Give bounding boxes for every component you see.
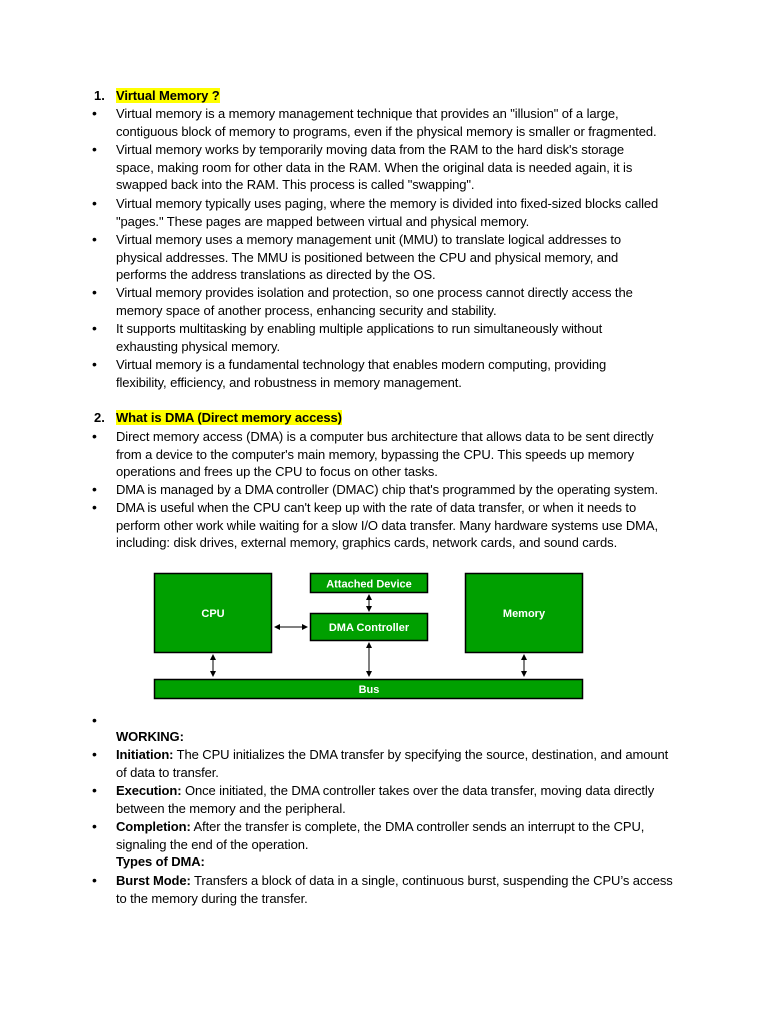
section-1-number: 1. (94, 88, 105, 103)
attached-device-label: Attached Device (326, 578, 412, 591)
bus-label: Bus (358, 684, 380, 696)
s1-b1-line2: contiguous block of memory to programs, even if the physical memory is smaller or fragmented. (116, 124, 657, 139)
working-item-1-label: Initiation: (116, 747, 174, 762)
s1-b4-line1: Virtual memory uses a memory management unit (MMU) to translate logical addresses to (116, 232, 622, 247)
s1-b7-line2: flexibility, efficiency, and robustness in memory management. (116, 374, 462, 390)
s1-b6-line1: It supports multitasking by enabling multiple applications to run simultaneously without (116, 321, 603, 336)
bullet-icon (92, 195, 97, 213)
s2-b2-line1: DMA is managed by a DMA controller (DMAC) chip that's programmed by the operating system. (116, 482, 658, 497)
bullet-icon (92, 320, 97, 338)
working-item-3-label: Completion: (116, 819, 191, 834)
bullet-icon (92, 712, 97, 730)
cpu-label: CPU (201, 608, 225, 620)
bullet-icon (92, 284, 97, 302)
bullet-icon (92, 141, 97, 159)
working-item-2-line2: between the memory and the peripheral. (116, 800, 346, 816)
bullet-icon (92, 782, 97, 800)
s1-b5-line1: Virtual memory provides isolation and protection, so one process cannot directly access the (116, 285, 633, 300)
working-item-1-line2: of data to transfer. (116, 764, 219, 780)
working-item-2 (116, 782, 654, 800)
s1-b3-line1: Virtual memory typically uses paging, where the memory is divided into fixed-sized blocks called (116, 196, 659, 211)
working-item-3-line2: signaling the end of the operation. (116, 836, 309, 852)
bullet-icon (92, 872, 97, 890)
s1-b7-line1: Virtual memory is a fundamental technology that enables modern computing, providing (116, 357, 607, 372)
type-item-1-text: Transfers a block of data in a single, continuous burst, suspending the CPU’s access (190, 873, 673, 888)
s1-b2-line1: Virtual memory works by temporarily moving data from the RAM to the hard disk's storage (116, 142, 624, 157)
s1-b2-line2: space, making room for other data in the RAM. When the original data is needed again, it is (116, 159, 633, 175)
s1-b4-line3: performs the address translations as directed by the OS. (116, 267, 436, 283)
type-item-1-line2: to the memory during the transfer. (116, 890, 308, 906)
bullet-icon (92, 499, 97, 517)
working-item-3 (116, 818, 644, 836)
s2-b1-line1: Direct memory access (DMA) is a computer bus architecture that allows data to be sent directly (116, 429, 654, 444)
bullet-icon (92, 481, 97, 499)
s1-b4-line2: physical addresses. The MMU is positioned between the CPU and physical memory, and (116, 249, 619, 265)
bullet-icon (92, 818, 97, 836)
s2-b3-line3: including: disk drives, external memory, graphics cards, network cards, and sound cards. (116, 535, 618, 551)
section-2-heading (116, 409, 342, 427)
s1-b1-line1: Virtual memory is a memory management technique that provides an "illusion" of a large, (116, 106, 619, 121)
type-item-1-label: Burst Mode: (116, 873, 191, 888)
working-item-3-text: After the transfer is complete, the DMA controller sends an interrupt to the CPU, (190, 819, 645, 834)
section-1-heading (116, 87, 220, 105)
working-item-1-text: The CPU initializes the DMA transfer by specifying the source, destination, and amount (173, 747, 669, 762)
s1-b3-line2: "pages." These pages are mapped between virtual and physical memory. (116, 213, 530, 229)
s1-b6-line2: exhausting physical memory. (116, 338, 280, 354)
s2-b3-line2: perform other work while waiting for a slow I/O data transfer. Many hardware systems use DMA, (116, 517, 658, 533)
working-item-2-label: Execution: (116, 783, 182, 798)
bullet-icon (92, 356, 97, 374)
bullet-icon (92, 105, 97, 123)
working-item-2-text: Once initiated, the DMA controller takes over the data transfer, moving data directly (181, 783, 655, 798)
s1-b2-line3: swapped back into the RAM. This process is called "swapping". (116, 177, 475, 193)
bullet-icon (92, 746, 97, 764)
s2-b3-line1: DMA is useful when the CPU can't keep up with the rate of data transfer, or when it needs to (116, 500, 637, 515)
dma-controller-label: DMA Controller (328, 622, 410, 634)
section-1-heading-text: Virtual Memory ? (116, 88, 220, 103)
s1-b5-line2: memory space of another process, enhancing security and stability. (116, 302, 497, 318)
type-item-1 (116, 872, 673, 890)
working-title: WORKING: (116, 729, 184, 744)
dma-diagram (0, 560, 768, 710)
bullet-icon (92, 231, 97, 249)
working-item-1 (116, 746, 668, 764)
memory-label: Memory (502, 608, 546, 620)
types-title: Types of DMA: (116, 854, 205, 870)
section-2-number: 2. (94, 410, 105, 425)
s2-b1-line3: operations and frees up the CPU to focus on other tasks. (116, 464, 438, 480)
s2-b1-line2: from a device to the computer's main memory, bypassing the CPU. This speeds up memory (116, 446, 635, 462)
bullet-icon (92, 428, 97, 446)
section-2-heading-text: What is DMA (Direct memory access) (116, 410, 342, 425)
